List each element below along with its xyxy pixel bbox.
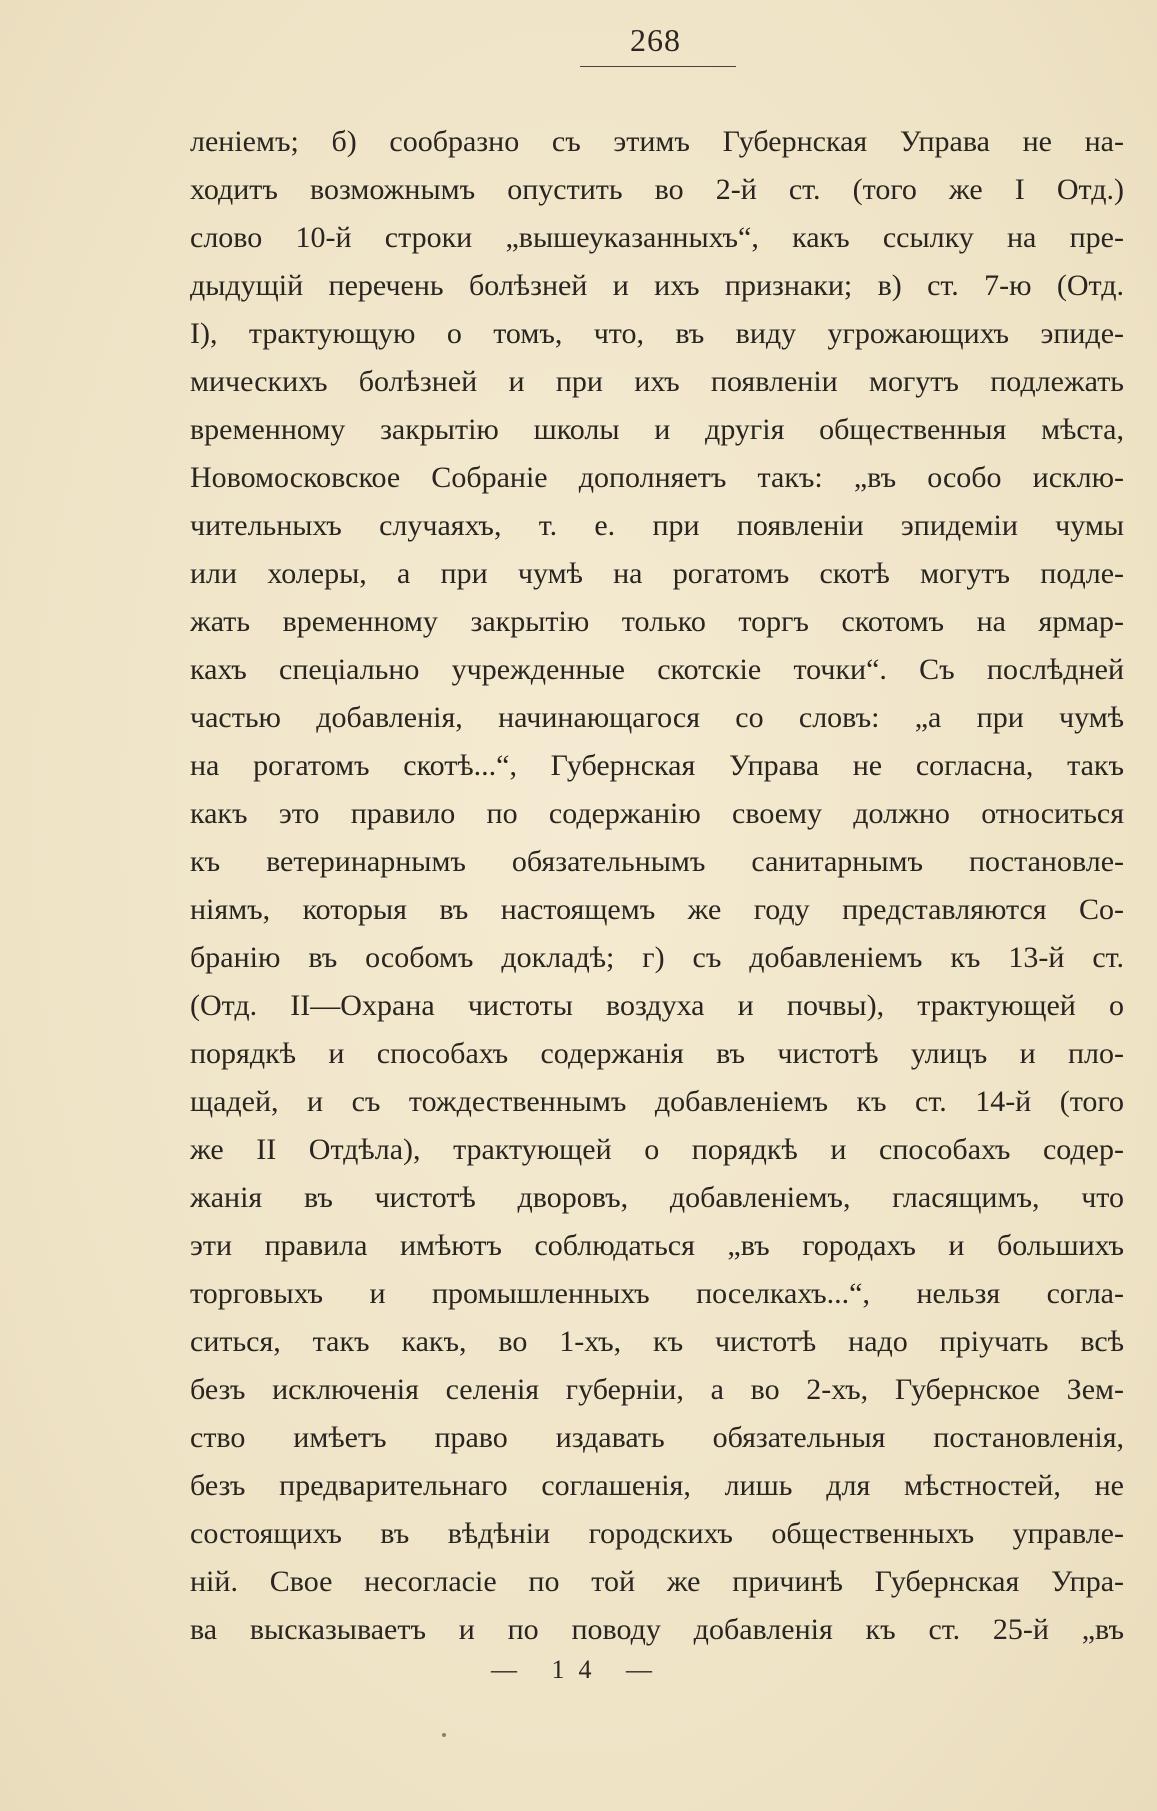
text-line: ситься, такъ какъ, во 1-хъ, къ чистотѣ надо пріучать всѣ <box>190 1325 1124 1358</box>
text-line: какъ это правило по содержанію своему должно относиться <box>190 797 1124 830</box>
header-rule <box>580 66 736 67</box>
text-line: ніямъ, которыя въ настоящемъ же году представляются Со- <box>190 893 1124 926</box>
text-line: же II Отдѣла), трактующей о порядкѣ и способахъ содер- <box>190 1133 1124 1166</box>
text-line: слово 10-й строки „вышеуказанныхъ“, какъ ссылку на пре- <box>190 221 1124 254</box>
text-line: кахъ спеціально учрежденные скотскіе точки“. Съ послѣдней <box>190 653 1124 686</box>
text-line: къ ветеринарнымъ обязательнымъ санитарнымъ постановле- <box>190 845 1124 878</box>
text-line: торговыхъ и промышленныхъ поселкахъ...“, нельзя согла- <box>190 1277 1124 1310</box>
text-line: чительныхъ случаяхъ, т. е. при появленіи эпидеміи чумы <box>190 509 1124 542</box>
text-line: безъ исключенія селенія губерніи, а во 2-хъ, Губернское Зем- <box>190 1373 1124 1406</box>
text-line: временному закрытію школы и другія общественныя мѣста, <box>190 413 1124 446</box>
page-number: 268 <box>630 22 681 58</box>
text-line: состоящихъ въ вѣдѣніи городскихъ общественныхъ управле- <box>190 1517 1124 1550</box>
text-line: дыдущій перечень болѣзней и ихъ признаки; в) ст. 7-ю (Отд. <box>190 269 1124 302</box>
text-line: Новомосковское Собраніе дополняетъ такъ: „въ особо исклю- <box>190 461 1124 494</box>
text-line: бранію въ особомъ докладѣ; г) съ добавленіемъ къ 13-й ст. <box>190 941 1124 974</box>
text-line: безъ предварительнаго соглашенія, лишь для мѣстностей, не <box>190 1469 1124 1502</box>
paper-speck <box>442 1733 446 1737</box>
text-line: I), трактующую о томъ, что, въ виду угрожающихъ эпиде- <box>190 317 1124 350</box>
text-line: на рогатомъ скотѣ...“, Губернская Управа не согласна, такъ <box>190 749 1124 782</box>
text-line: порядкѣ и способахъ содержанія въ чистотѣ улицъ и пло- <box>190 1037 1124 1070</box>
text-line: ній. Свое несогласіе по той же причинѣ Губернская Упра- <box>190 1565 1124 1598</box>
text-line: частью добавленія, начинающагося со словъ: „а при чумѣ <box>190 701 1124 734</box>
text-line: (Отд. II—Охрана чистоты воздуха и почвы), трактующей о <box>190 989 1124 1022</box>
text-line: ва высказываетъ и по поводу добавленія къ ст. 25-й „въ <box>190 1613 1124 1646</box>
text-line: ходитъ возможнымъ опустить во 2-й ст. (того же I Отд.) <box>190 173 1124 206</box>
text-line: ство имѣетъ право издавать обязательныя постановленія, <box>190 1421 1124 1454</box>
text-line: или холеры, а при чумѣ на рогатомъ скотѣ могутъ подле- <box>190 557 1124 590</box>
text-line: леніемъ; б) сообразно съ этимъ Губернская Управа не на- <box>190 125 1124 158</box>
signature-mark: — 14 — <box>491 1655 666 1684</box>
text-line: жать временному закрытію только торгъ скотомъ на ярмар- <box>190 605 1124 638</box>
body-text <box>190 118 1124 1654</box>
text-line: мическихъ болѣзней и при ихъ появленіи могутъ подлежать <box>190 365 1124 398</box>
text-line: эти правила имѣютъ соблюдаться „въ городахъ и большихъ <box>190 1229 1124 1262</box>
text-line: щадей, и съ тождественнымъ добавленіемъ къ ст. 14-й (того <box>190 1085 1124 1118</box>
text-line: жанія въ чистотѣ дворовъ, добавленіемъ, гласящимъ, что <box>190 1181 1124 1214</box>
